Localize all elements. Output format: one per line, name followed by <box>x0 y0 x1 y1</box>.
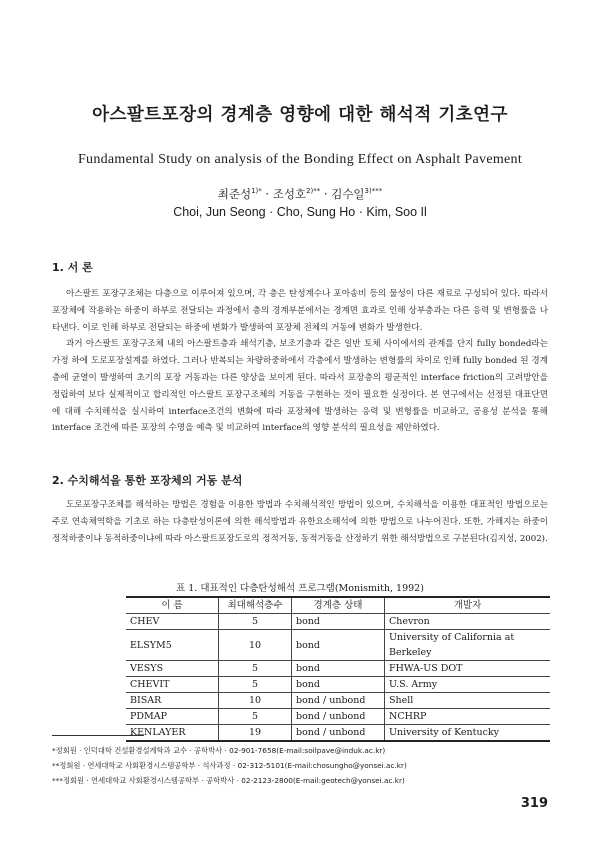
column-header-max-layers: 최대해석층수 <box>219 597 292 614</box>
cell-max-layers: 5 <box>219 661 292 677</box>
table-row <box>126 725 550 742</box>
cell-program-name: BISAR <box>126 693 219 709</box>
cell-program-name: ELSYM5 <box>126 630 219 661</box>
section-1-paragraph-2: 과거 아스팔트 포장구조체 내의 아스팔트층과 쇄석기층, 보조기층과 같은 일반 토체 사이에서의 관계를 단지 fully bonded라는 가정 하에 도로포장설계를 하였다. 그러나 반복되는 차량하중하에서 각층에서 발생하는 변형률의 차이로 인해 fully bonded 된 경계층에 균열이 발생하여 초기의 포장 거동과는 다른 양상을 보이게 된다. 따라서 포장층의 평균적인 interface friction의 고려방안을 정립하여 보다 실제적이고 합리적인 아스팔트 포장구조체의 거동을 구현하는 것이 필요한 실정이다. 본 연구에서는 선정된 대표단면에 대해 수치해석을 실시하여 interface조건의 변화에 따라 포장체에 발생하는 응력 및 변형률을 비교하고, 공용성 분석을 통해 interface 조건에 따른 포장의 수명을 예측 및 비교하여 interface의 영향 분석의 필요성을 제안하였다. <box>52 339 548 434</box>
cell-interface: bond / unbond <box>292 725 385 742</box>
footnote-2: **정회원 · 연세대학교 사회환경시스템공학부 · 석사과정 · 02-312-5101(E-mail:chosungho@yonsei.ac.kr) <box>52 760 407 770</box>
author-separator: · <box>320 187 332 201</box>
cell-program-name: VESYS <box>126 661 219 677</box>
cell-developer: Chevron <box>385 614 551 630</box>
cell-developer: University of California at Berkeley <box>385 630 551 661</box>
cell-developer: University of Kentucky <box>385 725 551 742</box>
cell-max-layers: 19 <box>219 725 292 742</box>
cell-max-layers: 5 <box>219 677 292 693</box>
cell-interface: bond <box>292 677 385 693</box>
cell-program-name: CHEV <box>126 614 219 630</box>
cell-interface: bond <box>292 630 385 661</box>
cell-developer: NCHRP <box>385 709 551 725</box>
cell-program-name: KENLAYER <box>126 725 219 742</box>
section-1-body <box>52 286 548 437</box>
table-caption: 표 1. 대표적인 다층탄성해석 프로그램(Monismith, 1992) <box>176 583 424 594</box>
cell-max-layers: 5 <box>219 709 292 725</box>
cell-developer: U.S. Army <box>385 677 551 693</box>
paper-subtitle-english: Fundamental Study on analysis of the Bonding Effect on Asphalt Pavement <box>77 152 523 167</box>
section-2-heading: 2. 수치해석을 통한 포장체의 거동 분석 <box>52 474 243 487</box>
table-row <box>126 661 550 677</box>
authors-english: Choi, Jun Seong · Cho, Sung Ho · Kim, Soo Il <box>173 205 427 219</box>
section-1-paragraph-1: 아스팔트 포장구조체는 다층으로 이루어져 있으며, 각 층은 탄성계수나 포아송비 등의 물성이 다른 재료로 구성되어 있다. 따라서 포장체에 작용하는 하중이 하부로 전달되는 과정에서 층의 경계부분에서는 경계면 효과로 인해 상부층과는 다른 응력 및 변형률을 나타낸다. 이로 인해 하부로 전달되는 하중에 변화가 발생하여 포장체 전체의 거동에 변화가 발생한다. <box>52 289 548 333</box>
cell-developer: FHWA-US DOT <box>385 661 551 677</box>
analysis-programs-table <box>126 596 550 742</box>
footnote-divider <box>52 735 144 736</box>
footnote-3: ***정회원 · 연세대학교 사회환경시스템공학부 · 공학박사 · 02-2123-2800(E-mail:geotech@yonsei.ac.kr) <box>52 775 405 785</box>
cell-interface: bond <box>292 614 385 630</box>
cell-max-layers: 5 <box>219 614 292 630</box>
paper-title: 아스팔트포장의 경계층 영향에 대한 해석적 기초연구 <box>92 105 508 125</box>
table-row <box>126 614 550 630</box>
table-row <box>126 709 550 725</box>
column-header-developer: 개발자 <box>385 597 551 614</box>
footnote-1: *정회원 · 인덕대학 건설환경설계학과 교수 · 공학박사 · 02-901-7658(E-mail:soilpave@induk.ac.kr) <box>52 746 386 755</box>
footnotes <box>52 744 552 788</box>
author-1-mark: 1)* <box>251 187 262 196</box>
author-1-name: 최준성 <box>217 187 252 201</box>
section-2-body <box>52 497 548 547</box>
cell-program-name: PDMAP <box>126 709 219 725</box>
author-separator: · <box>261 187 273 201</box>
cell-program-name: CHEVIT <box>126 677 219 693</box>
authors-korean <box>0 186 600 202</box>
cell-interface: bond / unbond <box>292 709 385 725</box>
cell-max-layers: 10 <box>219 693 292 709</box>
cell-developer: Shell <box>385 693 551 709</box>
table-row <box>126 630 550 661</box>
cell-max-layers: 10 <box>219 630 292 661</box>
section-1-heading: 1. 서 론 <box>52 261 93 274</box>
author-2-mark: 2)** <box>306 187 321 196</box>
table-header-row <box>126 597 550 614</box>
table-row <box>126 677 550 693</box>
page-number: 319 <box>520 796 548 811</box>
author-3-mark: 3)*** <box>364 187 383 196</box>
column-header-interface: 경계층 상태 <box>292 597 385 614</box>
column-header-name: 이 름 <box>126 597 219 614</box>
section-2-paragraph-1: 도로포장구조체를 해석하는 방법은 경험을 이용한 방법과 수치해석적인 방법이 있으며, 수치해석을 이용한 대표적인 방법으로는 주로 연속체역학을 기초로 하는 다층탄성이론에 의한 해석방법과 유한요소해석에 의한 방법으로 나누어진다. 또한, 가해지는 하중이 정적하중이냐 동적하중이냐에 따라 아스팔트포장도로의 정적거동, 동적거동을 산정하기 위한 해석방법으로 구분된다(김지성, 2002). <box>52 500 548 544</box>
cell-interface: bond <box>292 661 385 677</box>
table-row <box>126 693 550 709</box>
author-2-name: 조성호 <box>272 187 307 201</box>
cell-interface: bond / unbond <box>292 693 385 709</box>
author-3-name: 김수일 <box>331 187 365 201</box>
